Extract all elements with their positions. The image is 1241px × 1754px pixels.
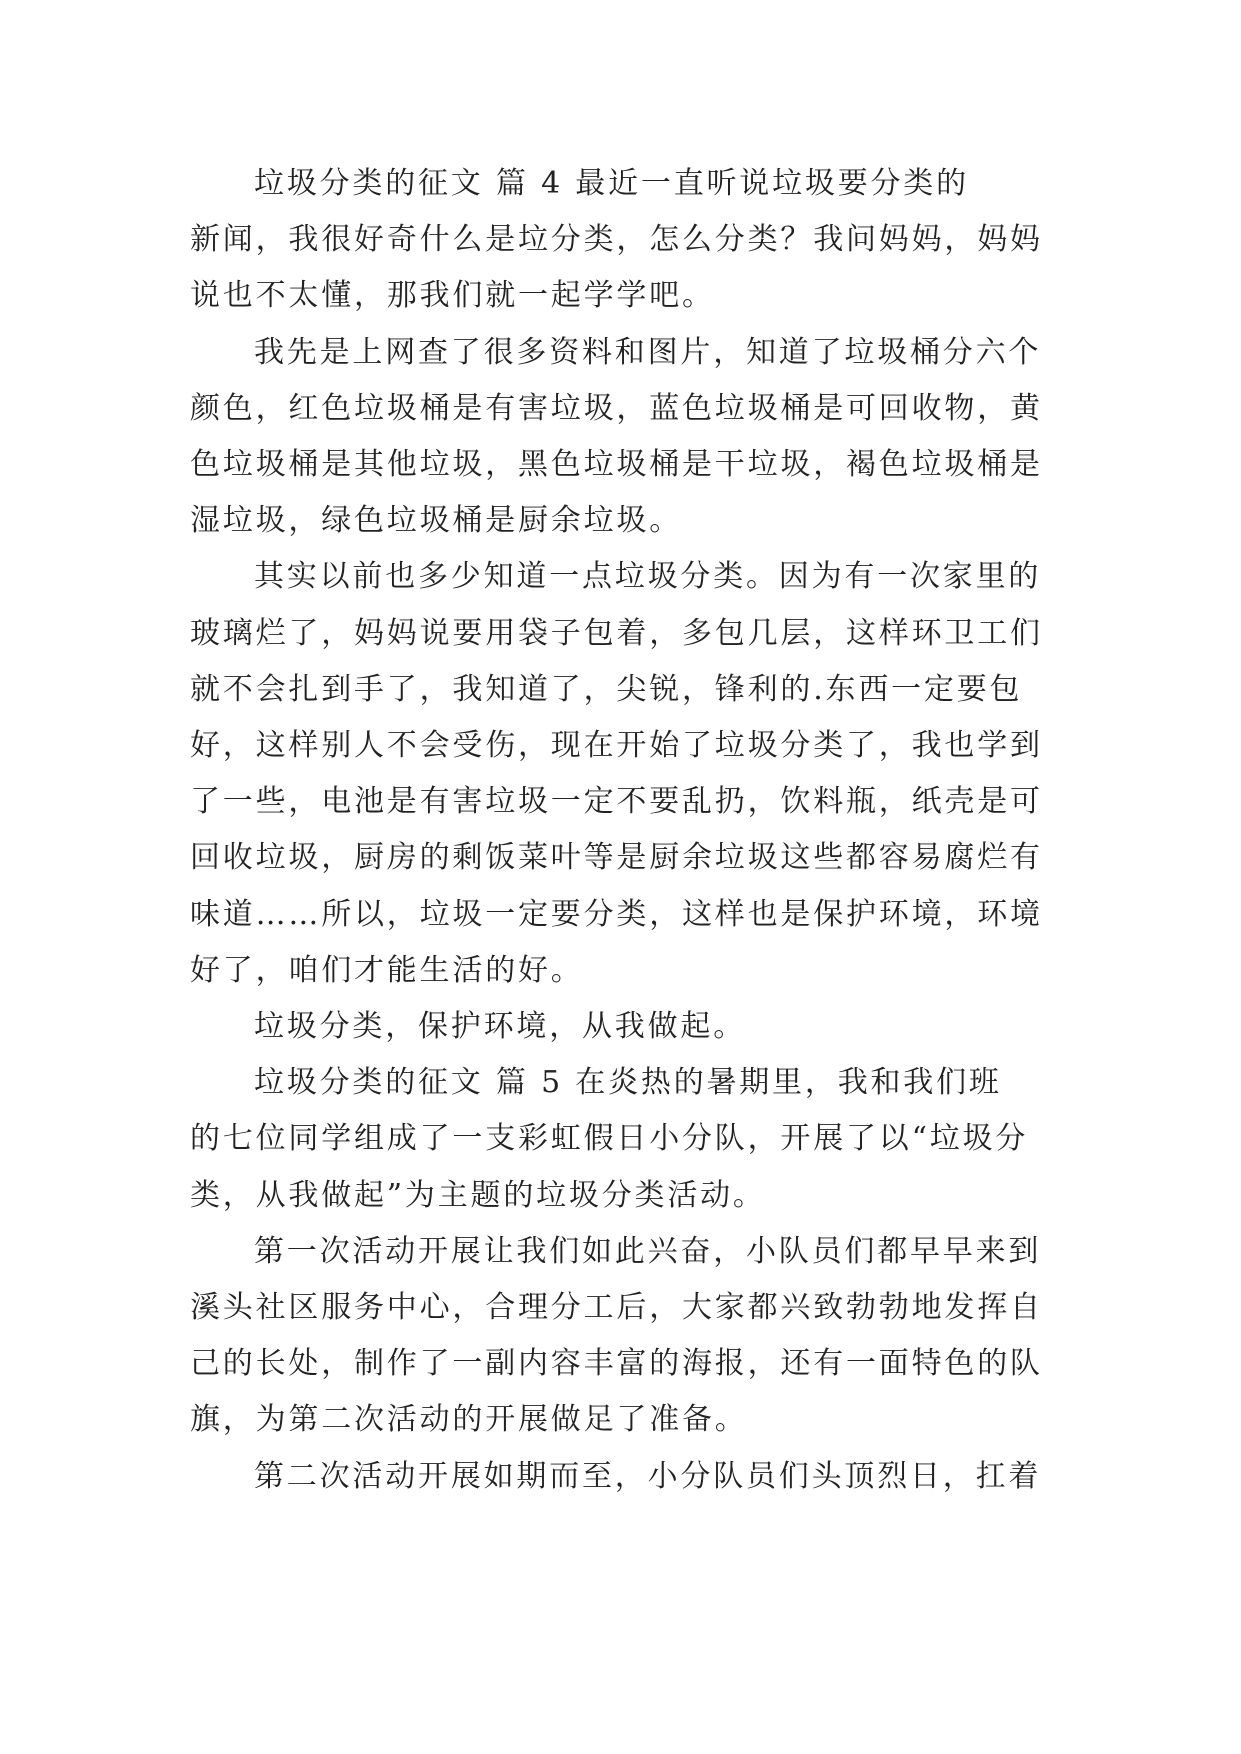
paragraph [190, 156, 1050, 325]
text-line: 垃圾分类的征文 篇 4 最近一直听说垃圾要分类的 [254, 166, 969, 201]
text-line: 回收垃圾，厨房的剩饭菜叶等是厨余垃圾这些都容易腐烂有 [190, 840, 1043, 876]
text-line: 新闻，我很好奇什么是垃分类，怎么分类？我问妈妈，妈妈 [190, 222, 1043, 258]
text-line: 溪头社区服务中心，合理分工后，大家都兴致勃勃地发挥自 [190, 1290, 1043, 1326]
paragraph [190, 1449, 1050, 1505]
text-line: 湿垃圾，绿色垃圾桶是厨余垃圾。 [190, 503, 682, 539]
text-line: 第二次活动开展如期而至，小分队员们头顶烈日，扛着 [254, 1458, 1042, 1494]
text-line: 己的长处，制作了一副内容丰富的海报，还有一面特色的队 [190, 1346, 1043, 1382]
text-line: 玻璃烂了，妈妈说要用袋子包着，多包几层，这样环卫工们 [190, 615, 1043, 651]
text-line: 说也不太懂，那我们就一起学学吧。 [190, 278, 715, 314]
text-line: 的七位同学组成了一支彩虹假日小分队，开展了以“垃圾分 [190, 1121, 1029, 1157]
paragraph [190, 1055, 1050, 1224]
paragraph [190, 999, 1050, 1055]
text-line: 垃圾分类的征文 篇 5 在炎热的暑期里，我和我们班 [254, 1065, 1002, 1101]
text-line: 就不会扎到手了，我知道了，尖锐，锋利的.东西一定要包 [190, 671, 1023, 707]
text-line: 颜色，红色垃圾桶是有害垃圾，蓝色垃圾桶是可回收物，黄 [190, 390, 1043, 426]
text-line: 好，这样别人不会受伤，现在开始了垃圾分类了，我也学到 [190, 728, 1043, 764]
article-body [190, 156, 1050, 1505]
text-line: 味道……所以，垃圾一定要分类，这样也是保护环境，环境 [190, 896, 1043, 932]
paragraph [190, 1224, 1050, 1449]
text-line: 我先是上网查了很多资料和图片，知道了垃圾桶分六个 [254, 334, 1042, 370]
text-line: 类，从我做起”为主题的垃圾分类活动。 [190, 1177, 766, 1213]
paragraph [190, 325, 1050, 550]
paragraph [190, 549, 1050, 999]
text-line: 垃圾分类，保护环境，从我做起。 [254, 1009, 746, 1045]
text-line: 其实以前也多少知道一点垃圾分类。因为有一次家里的 [254, 559, 1042, 595]
text-line: 色垃圾桶是其他垃圾，黑色垃圾桶是干垃圾，褐色垃圾桶是 [190, 447, 1043, 483]
text-line: 好了，咱们才能生活的好。 [190, 952, 584, 988]
text-line: 旗，为第二次活动的开展做足了准备。 [190, 1402, 748, 1438]
text-line: 第一次活动开展让我们如此兴奋，小队员们都早早来到 [254, 1233, 1042, 1269]
text-line: 了一些，电池是有害垃圾一定不要乱扔，饮料瓶，纸壳是可 [190, 784, 1043, 820]
